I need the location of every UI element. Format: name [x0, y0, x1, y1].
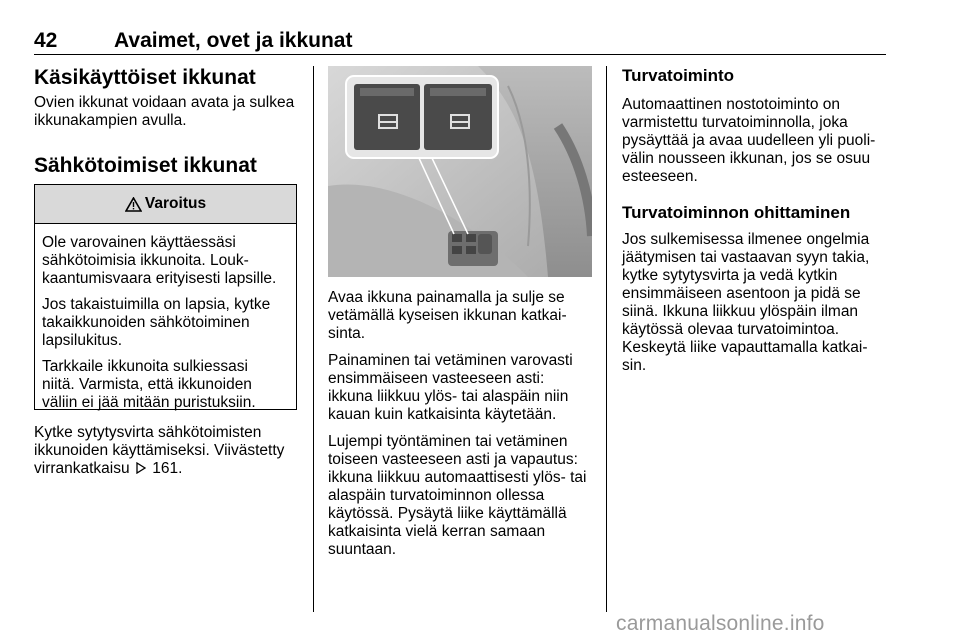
- text-line: ikkuna liikkuu ylös- tai alaspäin niin: [328, 388, 569, 405]
- warning-paragraph: [42, 234, 289, 288]
- column-divider-right: [606, 66, 607, 612]
- power-windows-heading: Sähkötoimiset ikkunat: [34, 154, 257, 177]
- text-line: väliin ei jää mitään puristuksiin.: [42, 394, 256, 411]
- text-line: Jos sulkemisessa ilmenee ongelmia: [622, 231, 870, 248]
- text-line: Jos takaistuimilla on lapsia, kytke: [42, 296, 271, 313]
- safety-function-heading: Turvatoiminto: [622, 66, 735, 85]
- text-line: alaspäin turvatoiminnon ollessa: [328, 487, 545, 504]
- header-divider: [34, 54, 886, 55]
- warning-triangle-icon: [125, 197, 142, 212]
- text-line: välin nousseen ikkunan, jos se osuu: [622, 150, 871, 167]
- middle-column: [328, 289, 600, 568]
- text-fragment: virrankatkaisu: [34, 460, 130, 477]
- warning-label: Varoitus: [144, 195, 207, 212]
- door-switch-illustration: [328, 66, 592, 277]
- page-reference-arrow-icon: [136, 462, 146, 474]
- text-line: sinta.: [328, 325, 366, 342]
- text-line: ikkunoiden käyttämiseksi. Viivästetty: [34, 442, 285, 459]
- text-line: ikkunakampien avulla.: [34, 112, 187, 129]
- warning-body: [35, 224, 296, 412]
- paragraph: [328, 289, 600, 343]
- text-line: siinä. Ikkuna liikkuu ylöspäin ilman: [622, 303, 859, 320]
- text-line: käytössä. Pysäytä liike käyttämällä: [328, 505, 567, 522]
- text-line: [34, 460, 300, 478]
- text-line: toiseen vasteeseen asti ja vapautus:: [328, 451, 578, 468]
- column-divider-left: [313, 66, 314, 612]
- text-line: kaantumisvaara erityisesti lapsille.: [42, 270, 277, 287]
- warning-paragraph: [42, 358, 289, 412]
- safety-function-text: [622, 96, 892, 186]
- text-line: Painaminen tai vetäminen varovasti: [328, 352, 573, 369]
- text-line: Keskeytä liike vapauttamalla katkai-: [622, 339, 868, 356]
- text-line: sähkötoimisia ikkunoita. Louk-: [42, 252, 249, 269]
- text-line: kauan kuin katkaisinta käytetään.: [328, 406, 557, 423]
- right-column: [622, 66, 892, 375]
- text-line: käytössä olevaa turvatoimintoa.: [622, 321, 840, 338]
- text-line: vetämällä kyseisen ikkunan katkai-: [328, 307, 567, 324]
- manual-windows-text: [34, 94, 300, 130]
- manual-windows-heading: Käsikäyttöiset ikkunat: [34, 66, 256, 89]
- text-line: lapsilukitus.: [42, 332, 123, 349]
- ignition-paragraph: [34, 424, 300, 478]
- page-header: [34, 29, 886, 53]
- text-line: Ole varovainen käyttäessäsi: [42, 234, 236, 251]
- page-number: 42: [34, 29, 58, 52]
- text-line: esteeseen.: [622, 168, 698, 185]
- page-reference-link[interactable]: 161.: [152, 460, 183, 477]
- text-line: suuntaan.: [328, 541, 397, 558]
- watermark: carmanualsonline.info: [616, 612, 825, 635]
- text-line: sin.: [622, 357, 647, 374]
- text-line: ensimmäiseen vasteeseen asti:: [328, 370, 545, 387]
- warning-box: [34, 184, 297, 410]
- text-line: varmistettu turvatoiminnolla, joka: [622, 114, 848, 131]
- left-column: [34, 66, 300, 178]
- text-line: Ovien ikkunat voidaan avata ja sulkea: [34, 94, 295, 111]
- text-line: Kytke sytytysvirta sähkötoimisten: [34, 424, 262, 441]
- text-line: niitä. Varmista, että ikkunoiden: [42, 376, 252, 393]
- text-line: katkaisinta vielä kerran samaan: [328, 523, 546, 540]
- safety-override-heading: Turvatoiminnon ohittaminen: [622, 203, 851, 222]
- text-line: Avaa ikkuna painamalla ja sulje se: [328, 289, 565, 306]
- text-line: jäätymisen tai vastaavan syyn takia,: [622, 249, 870, 266]
- warning-paragraph: [42, 296, 289, 350]
- paragraph: [328, 433, 600, 559]
- text-line: Tarkkaile ikkunoita sulkiessasi: [42, 358, 248, 375]
- text-line: ikkuna liikkuu automaattisesti ylös- tai: [328, 469, 587, 486]
- text-line: Lujempi työntäminen tai vetäminen: [328, 433, 568, 450]
- window-switch-photo: [328, 66, 592, 277]
- warning-header: [35, 185, 296, 224]
- text-line: kytke sytytysvirta ja vedä kytkin: [622, 267, 838, 284]
- paragraph: [328, 352, 600, 424]
- text-line: pysäyttää ja avaa uudelleen yli puoli-: [622, 132, 876, 149]
- safety-override-text: [622, 231, 892, 375]
- text-line: takaikkunoiden sähkötoiminen: [42, 314, 250, 331]
- text-line: Automaattinen nostotoiminto on: [622, 96, 840, 113]
- text-line: ensimmäiseen asentoon ja pidä se: [622, 285, 861, 302]
- chapter-title: Avaimet, ovet ja ikkunat: [114, 29, 353, 52]
